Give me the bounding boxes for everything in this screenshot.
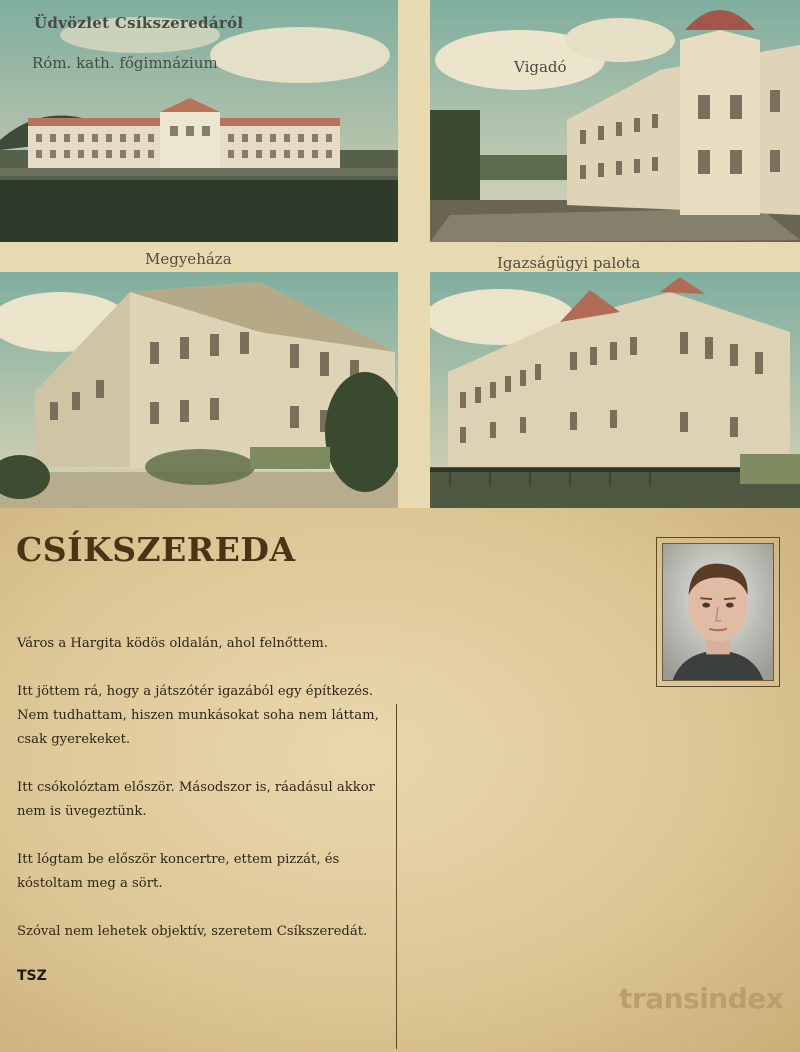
postcard-divider [396, 704, 397, 1049]
photo-igazsagugyi-palota [430, 272, 800, 508]
postcard-greeting: Üdvözlet Csíkszeredáról [34, 14, 244, 32]
paragraph: Város a Hargita ködös oldalán, ahol felnőttem. [17, 636, 328, 651]
author-photo-stamp [656, 537, 780, 687]
article-body [17, 632, 387, 968]
paragraph: Itt csókolóztam először. Másodszor is, ráadásul akkor nem is üvegeztünk. [17, 780, 375, 819]
article-title: CSÍKSZEREDA [16, 530, 296, 569]
author-signature: TSZ [17, 968, 47, 984]
postcard-back [0, 508, 800, 1052]
transindex-logo: transindex [619, 982, 784, 1015]
photo-vigado [430, 0, 800, 242]
photo-megyehaza [0, 272, 398, 508]
postcard-collage [0, 0, 800, 508]
paragraph: Itt lógtam be először koncertre, ettem pizzát, és kóstoltam meg a sört. [17, 852, 340, 891]
paragraph: Szóval nem lehetek objektív, szeretem Csíkszeredát. [17, 924, 368, 939]
caption-igazsagugyi-palota: Igazságügyi palota [497, 254, 641, 272]
caption-megyehaza: Megyeháza [145, 250, 232, 268]
caption-vigado: Vigadó [514, 58, 567, 76]
author-photo [662, 543, 774, 681]
caption-gymnasium: Róm. kath. főgimnázium [32, 54, 218, 72]
photo-gymnasium [0, 0, 398, 242]
paragraph: Itt jöttem rá, hogy a játszótér igazából egy építkezés. Nem tudhattam, hiszen munkásokat soha nem láttam, csak gyerekeket. [17, 684, 379, 747]
